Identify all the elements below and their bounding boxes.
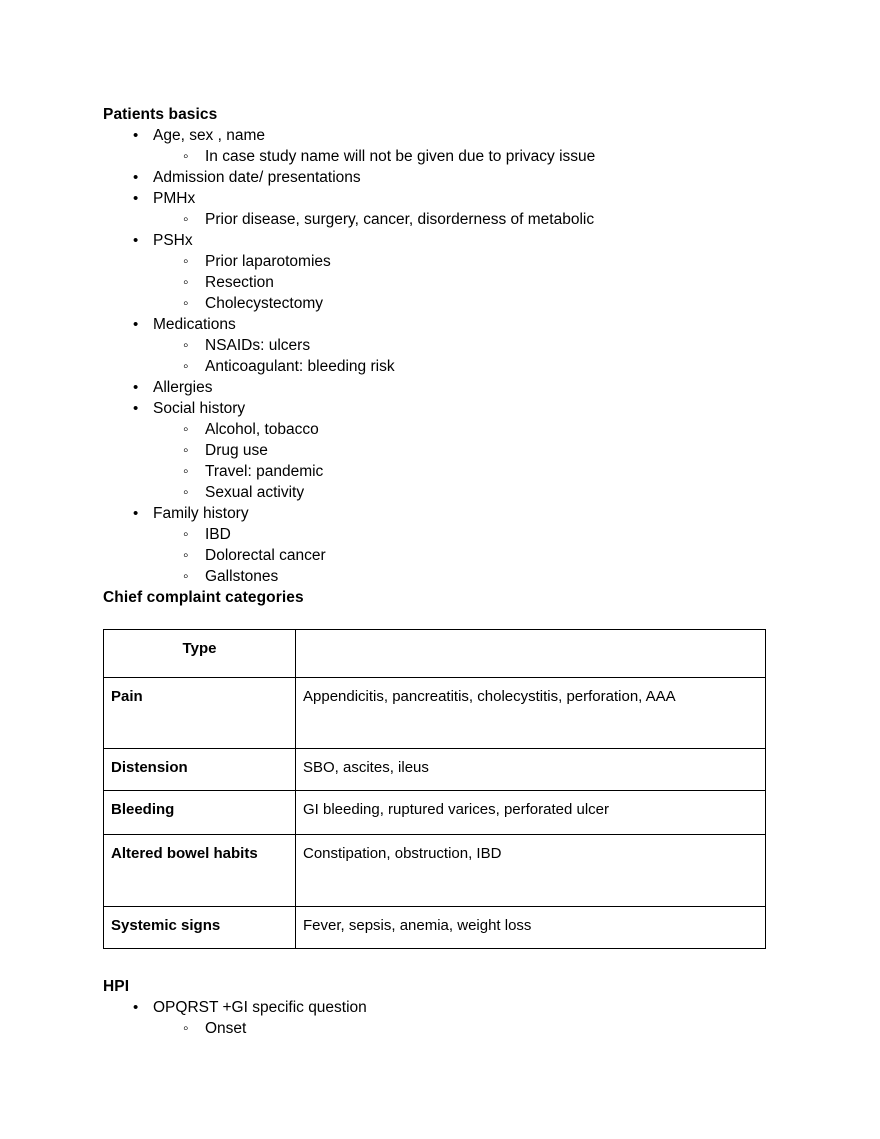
hpi-section bbox=[103, 976, 783, 1039]
sub-list bbox=[153, 251, 783, 314]
list-item-label: • Age, sex , name bbox=[153, 125, 783, 146]
list-item-label: • Social history bbox=[153, 398, 783, 419]
list-item-label: • PSHx bbox=[153, 230, 783, 251]
table-cell-examples: Appendicitis, pancreatitis, cholecystitis, perforation, AAA bbox=[296, 678, 766, 749]
page-title-hpi: HPI bbox=[103, 978, 130, 995]
table-header-examples bbox=[296, 630, 766, 678]
sub-list-item: ◦ Gallstones bbox=[153, 566, 783, 587]
chief-complaint-table-wrap bbox=[103, 629, 783, 949]
list-item bbox=[103, 314, 783, 377]
list-item bbox=[103, 125, 783, 167]
table-row bbox=[104, 678, 766, 749]
sub-list-item: ◦ In case study name will not be given due to privacy issue bbox=[153, 146, 783, 167]
table-cell-type: Systemic signs bbox=[104, 907, 296, 949]
sub-list-item: ◦ Prior disease, surgery, cancer, disorderness of metabolic bbox=[153, 209, 783, 230]
sub-list-item: ◦ Travel: pandemic bbox=[153, 461, 783, 482]
table-header-type: Type bbox=[104, 630, 296, 678]
list-item-label: • Allergies bbox=[153, 377, 783, 398]
hpi-list bbox=[103, 997, 783, 1039]
sub-list-item: ◦ IBD bbox=[153, 524, 783, 545]
chief-complaint-table bbox=[103, 629, 766, 949]
document-content bbox=[103, 104, 783, 1039]
table-row bbox=[104, 835, 766, 907]
table-cell-examples: SBO, ascites, ileus bbox=[296, 749, 766, 791]
table-cell-examples: GI bleeding, ruptured varices, perforated ulcer bbox=[296, 791, 766, 835]
table-cell-type: Distension bbox=[104, 749, 296, 791]
sub-list-item: ◦ Anticoagulant: bleeding risk bbox=[153, 356, 783, 377]
page-title-chief-complaint-categories: Chief complaint categories bbox=[103, 589, 304, 606]
table-row bbox=[104, 791, 766, 835]
sub-list-item: ◦ Onset bbox=[153, 1018, 783, 1039]
list-item-label: • PMHx bbox=[153, 188, 783, 209]
list-item bbox=[103, 377, 783, 398]
sub-list bbox=[153, 335, 783, 377]
table-cell-type: Altered bowel habits bbox=[104, 835, 296, 907]
sub-list-item: ◦ Cholecystectomy bbox=[153, 293, 783, 314]
sub-list bbox=[153, 209, 783, 230]
table-cell-type: Pain bbox=[104, 678, 296, 749]
table-header-row bbox=[104, 630, 766, 678]
list-item-label: • Admission date/ presentations bbox=[153, 167, 783, 188]
list-item bbox=[103, 398, 783, 503]
table-cell-examples: Fever, sepsis, anemia, weight loss bbox=[296, 907, 766, 949]
sub-list-item: ◦ Drug use bbox=[153, 440, 783, 461]
table-cell-type: Bleeding bbox=[104, 791, 296, 835]
sub-list-item: ◦ Prior laparotomies bbox=[153, 251, 783, 272]
list-item-label: • OPQRST +GI specific question bbox=[153, 997, 783, 1018]
list-item-label: • Family history bbox=[153, 503, 783, 524]
sub-list bbox=[153, 419, 783, 503]
table-cell-examples: Constipation, obstruction, IBD bbox=[296, 835, 766, 907]
sub-list-item: ◦ Dolorectal cancer bbox=[153, 545, 783, 566]
list-item bbox=[103, 230, 783, 314]
sub-list-item: ◦ NSAIDs: ulcers bbox=[153, 335, 783, 356]
list-item bbox=[103, 167, 783, 188]
table-row bbox=[104, 907, 766, 949]
table-row bbox=[104, 749, 766, 791]
sub-list bbox=[153, 146, 783, 167]
list-item-label: • Medications bbox=[153, 314, 783, 335]
sub-list-item: ◦ Resection bbox=[153, 272, 783, 293]
sub-list bbox=[153, 524, 783, 587]
sub-list-item: ◦ Alcohol, tobacco bbox=[153, 419, 783, 440]
list-item bbox=[103, 997, 783, 1039]
sub-list-item: ◦ Sexual activity bbox=[153, 482, 783, 503]
sub-list bbox=[153, 1018, 783, 1039]
patients-basics-list bbox=[103, 125, 783, 587]
list-item bbox=[103, 188, 783, 230]
page-title-patients-basics: Patients basics bbox=[103, 106, 218, 123]
list-item bbox=[103, 503, 783, 587]
